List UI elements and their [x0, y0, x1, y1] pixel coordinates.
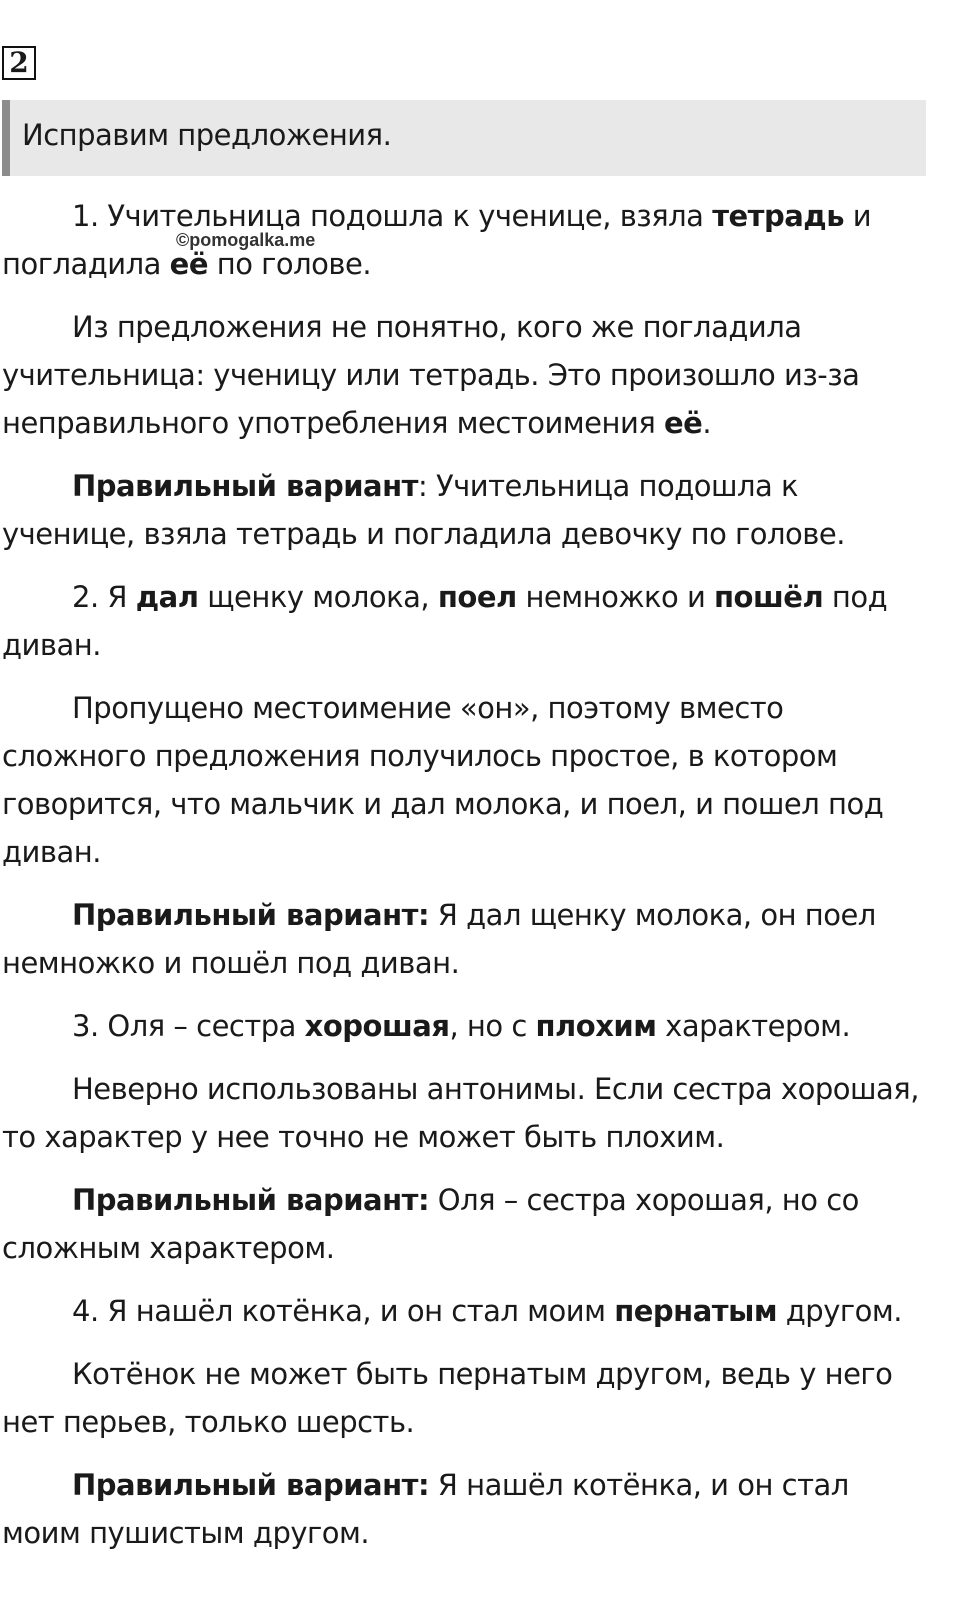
item-1-explanation-end: . — [702, 406, 712, 440]
item-3-sentence-text-2: , но с — [449, 1009, 536, 1043]
item-1-sentence-text-2: и погладила — [2, 199, 872, 281]
item-2-correct-text: Я дал щенку молока, он поел немножко и пошёл под диван. — [2, 898, 876, 980]
item-3-sentence-text: 3. Оля – сестра — [72, 1009, 305, 1043]
answer-content — [2, 192, 930, 1572]
item-2-highlight-1: дал — [135, 580, 199, 614]
watermark: ©pomogalka.me — [176, 230, 316, 250]
item-4-correct-variant — [2, 1461, 930, 1557]
item-1-sentence — [2, 192, 930, 288]
item-4-sentence — [2, 1287, 930, 1335]
item-4-sentence-text: 4. Я нашёл котёнка, и он стал моим — [72, 1294, 615, 1328]
item-3-sentence — [2, 1002, 930, 1050]
item-3-explanation: Неверно использованы антонимы. Если сестра хорошая, то характер у нее точно не может быть плохим. — [2, 1072, 919, 1154]
item-2-sentence-text-2: щенку молока, — [198, 580, 438, 614]
item-1-correct-variant — [2, 462, 930, 558]
item-2-sentence-text-4: под диван. — [2, 580, 888, 662]
item-4-explanation: Котёнок не может быть пернатым другом, ведь у него нет перьев, только шерсть. — [2, 1357, 893, 1439]
item-3-sentence-text-3: характером. — [656, 1009, 851, 1043]
item-2-explanation: Пропущено местоимение «он», поэтому вместо сложного предложения получилось простое, в котором говорится, что мальчик и дал молока, и поел, и пошел под диван. — [2, 691, 884, 869]
item-2-highlight-3: пошёл — [714, 580, 824, 614]
item-3-correct-label: Правильный вариант: — [72, 1183, 430, 1217]
item-1-sentence-text-3: по голове. — [208, 247, 372, 281]
item-4-sentence-text-2: другом. — [777, 1294, 902, 1328]
item-1-correct-text: : Учительница подошла к ученице, взяла тетрадь и погладила девочку по голове. — [2, 469, 845, 551]
item-2-correct-variant — [2, 891, 930, 987]
item-1-explanation — [2, 303, 930, 447]
item-1-explanation-text: Из предложения не понятно, кого же погладила учительница: ученицу или тетрадь. Это произошло из-за неправильного употребления местоимения — [2, 310, 860, 440]
item-4-highlight-1: пернатым — [614, 1294, 778, 1328]
task-number-badge: 2 — [2, 46, 36, 80]
item-3-highlight-2: плохим — [535, 1009, 657, 1043]
item-4-correct-text: Я нашёл котёнка, и он стал моим пушистым другом. — [2, 1468, 849, 1550]
item-3-correct-text: Оля – сестра хорошая, но со сложным характером. — [2, 1183, 859, 1265]
item-2-highlight-2: поел — [437, 580, 517, 614]
item-3-correct-variant — [2, 1176, 930, 1272]
item-2-sentence — [2, 573, 930, 669]
item-2-correct-label: Правильный вариант: — [72, 898, 430, 932]
item-2-sentence-text-3: немножко и — [516, 580, 715, 614]
item-4-correct-label: Правильный вариант: — [72, 1468, 430, 1502]
task-header-bar — [2, 100, 926, 176]
item-1-correct-label: Правильный вариант — [72, 469, 418, 503]
task-title: Исправим предложения. — [22, 118, 392, 152]
item-3-highlight-1: хорошая — [304, 1009, 450, 1043]
item-1-explanation-highlight: её — [664, 406, 703, 440]
item-1-sentence-text: 1. Учительница подошла к ученице, взяла — [72, 199, 713, 233]
item-1-highlight-1: тетрадь — [712, 199, 845, 233]
item-2-sentence-text: 2. Я — [72, 580, 136, 614]
item-1-highlight-2: её — [169, 247, 209, 281]
